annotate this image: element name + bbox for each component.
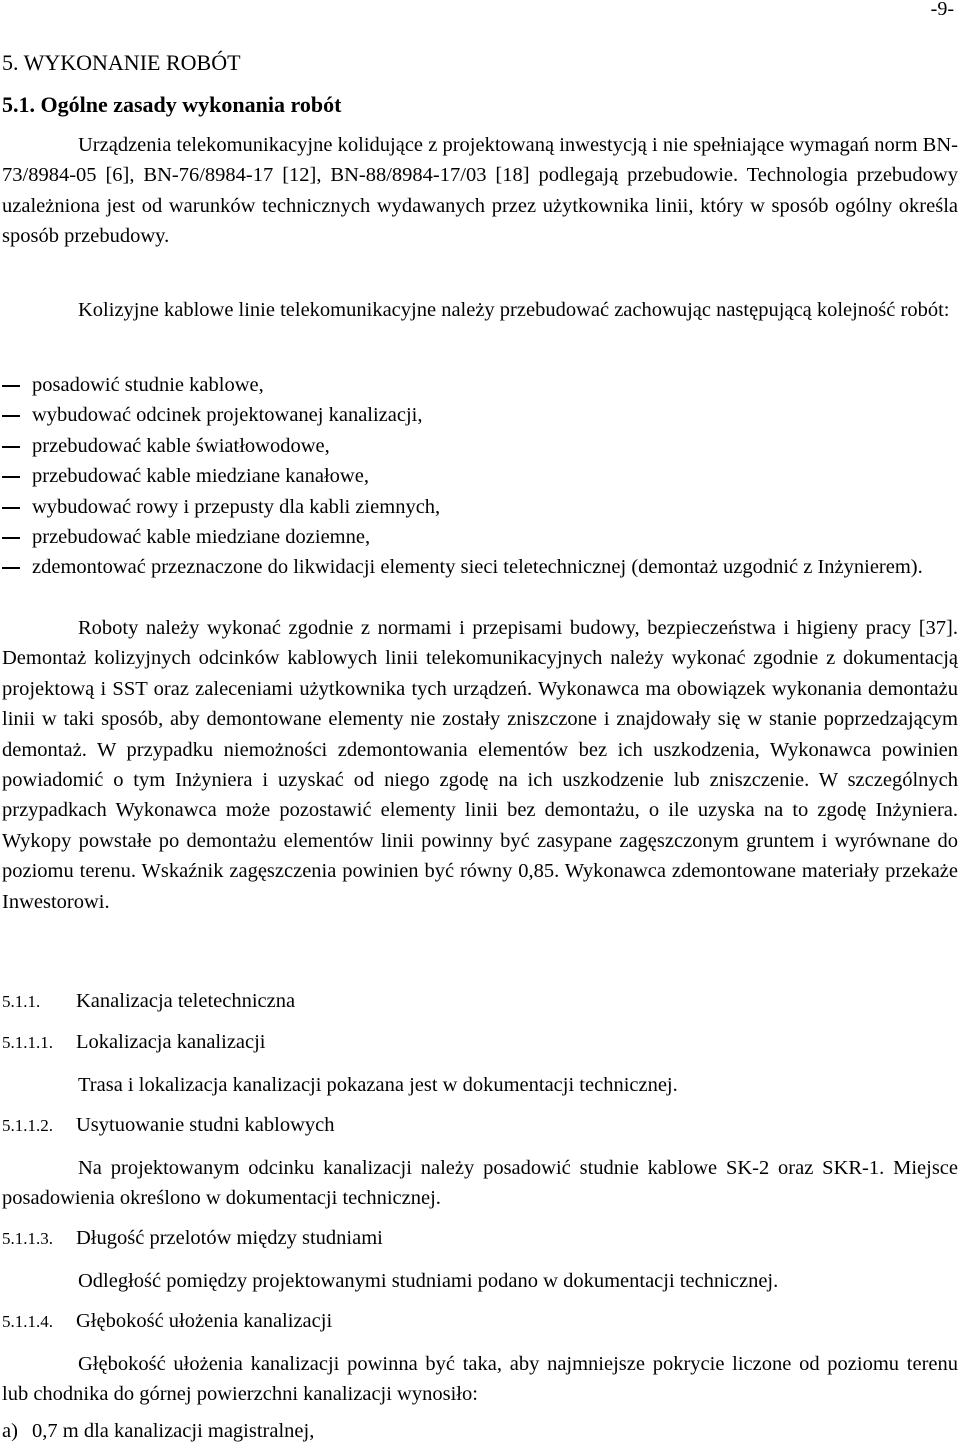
subsection-number: 5.1.1.2. xyxy=(2,1116,53,1135)
lettered-list-item xyxy=(2,1420,314,1443)
subsection-title: Głębokość ułożenia kanalizacji xyxy=(76,1310,333,1332)
list-item xyxy=(2,552,958,582)
list-item-text: przebudować kable miedziane kanałowe, xyxy=(32,465,369,488)
subsection-heading xyxy=(2,1114,335,1137)
dash-bullet xyxy=(2,537,20,539)
list-item-label: a) xyxy=(2,1420,18,1442)
chapter-heading: 5. WYKONANIE ROBÓT xyxy=(2,50,241,75)
paragraph-distance: Odległość pomiędzy projektowanymi studniami podano w dokumentacji technicznej. xyxy=(78,1270,779,1292)
paragraph-wells: Na projektowanym odcinku kanalizacji należy posadowić studnie kablowe SK-2 oraz SKR-1. Miejsce posadowienia określono w dokumentacji technicznej. xyxy=(2,1157,958,1210)
list-item xyxy=(2,370,958,400)
subsection-title: Kanalizacja teletechniczna xyxy=(76,990,296,1012)
dash-bullet xyxy=(2,567,20,569)
subsection-heading xyxy=(2,990,295,1013)
dash-bullet xyxy=(2,476,20,478)
paragraph-rules: Roboty należy wykonać zgodnie z normami i przepisami budowy, bezpieczeństwa i higieny pracy [37]. Demontaż kolizyjnych odcinków kablowych linii telekomunikacyjnych należy wykonać zgodnie z dokumentacją projektową i SST oraz zaleceniami użytkownika tych urządzeń. Wykonawca ma obowiązek wykonania demontażu linii w taki sposób, aby demontowane elementy nie zostały zniszczone i znajdowały się w stanie poprzedzającym demontaż. W przypadku niemożności zdemontowania elementów bez ich uszkodzenia, Wykonawca powinien powiadomić o tym Inżyniera i uzyskać od niego zgodę na ich uszkodzenie lub zniszczenie. W szczególnych przypadkach Wykonawca może pozostawić elementy linii bez demontażu, o ile uzyska na to zgodę Inżyniera. Wykopy powstałe po demontażu elementów linii powinny być zasypane zagęszczonym gruntem i wyrównane do poziomu terenu. Wskaźnik zagęszczenia powinien być równy 0,85. Wykonawca zdemontowane materiały przekaże Inwestorowi. xyxy=(2,617,958,913)
work-steps-list xyxy=(2,370,958,583)
subsection-number: 5.1.1.4. xyxy=(2,1312,53,1331)
page-number: -9- xyxy=(930,0,954,20)
subsection-number: 5.1.1. xyxy=(2,992,41,1011)
list-item-text: przebudować kable miedziane doziemne, xyxy=(32,526,371,549)
list-item-text: zdemontować przeznaczone do likwidacji elementy sieci teletechnicznej (demontaż uzgodnić z Inżynierem). xyxy=(32,556,923,579)
subsection-number: 5.1.1.1. xyxy=(2,1033,53,1052)
dash-bullet xyxy=(2,446,20,448)
subsection-number: 5.1.1.3. xyxy=(2,1229,53,1248)
list-item xyxy=(2,400,958,430)
list-item-text: posadowić studnie kablowe, xyxy=(32,374,264,396)
paragraph-location: Trasa i lokalizacja kanalizacji pokazana jest w dokumentacji technicznej. xyxy=(78,1074,678,1096)
subsection-heading xyxy=(2,1227,383,1250)
paragraph-order: Kolizyjne kablowe linie telekomunikacyjne należy przebudować zachowując następującą kolejność robót: xyxy=(78,299,950,321)
dash-bullet xyxy=(2,507,20,509)
list-item-text: wybudować rowy i przepusty dla kabli ziemnych, xyxy=(32,495,441,518)
paragraph-general: Urządzenia telekomunikacyjne kolidujące z projektowaną inwestycją i nie spełniające wymagań norm BN-73/8984-05 [6], BN-76/8984-17 [12], BN-88/8984-17/03 [18] podlegają przebudowie. Technologia przebudowy uzależniona jest od warunków technicznych wydawanych przez użytkownika linii, który w sposób ogólny określa sposób przebudowy. xyxy=(2,134,958,248)
list-item-text: przebudować kable światłowodowe, xyxy=(32,434,330,457)
subsection-title: Usytuowanie studni kablowych xyxy=(76,1114,335,1136)
dash-bullet xyxy=(2,415,20,417)
subsection-title: Lokalizacja kanalizacji xyxy=(76,1031,266,1053)
subsection-heading xyxy=(2,1310,332,1333)
list-item xyxy=(2,461,958,491)
subsection-title: Długość przelotów między studniami xyxy=(76,1227,383,1249)
list-item xyxy=(2,522,958,552)
paragraph-depth: Głębokość ułożenia kanalizacji powinna być taka, aby najmniejsze pokrycie liczone od poziomu terenu lub chodnika do górnej powierzchni kanalizacji wynosiło: xyxy=(2,1353,958,1406)
list-item-text: 0,7 m dla kanalizacji magistralnej, xyxy=(32,1420,315,1442)
list-item xyxy=(2,431,958,461)
dash-bullet xyxy=(2,385,20,387)
section-heading: 5.1. Ogólne zasady wykonania robót xyxy=(2,92,342,117)
subsection-heading xyxy=(2,1031,266,1054)
list-item xyxy=(2,492,958,522)
list-item-text: wybudować odcinek projektowanej kanalizacji, xyxy=(32,404,423,427)
